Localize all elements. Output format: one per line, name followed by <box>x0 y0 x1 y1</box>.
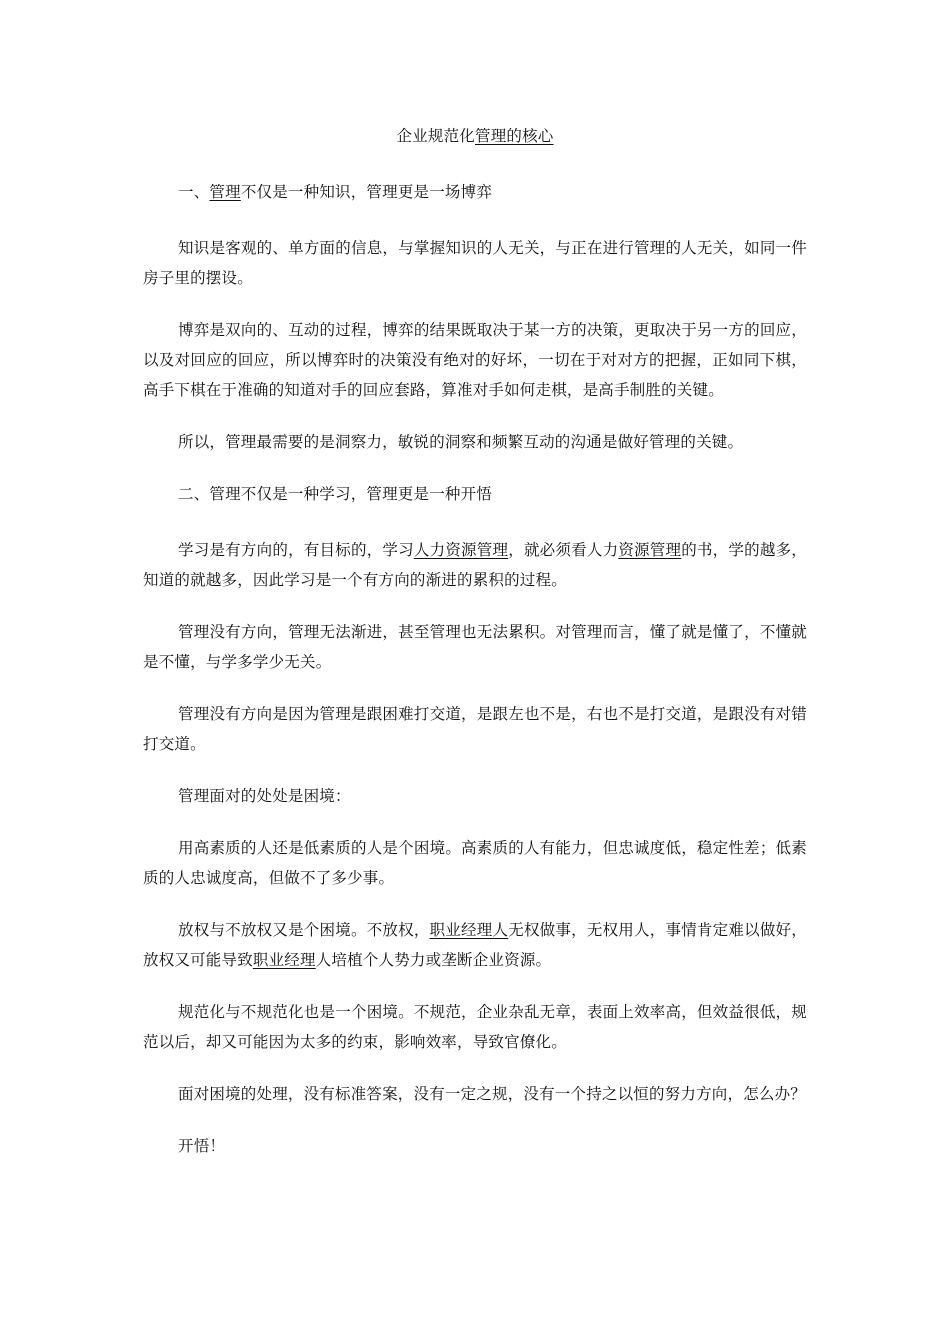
paragraph-quality-dilemma: 用高素质的人还是低素质的人是个困境。高素质的人有能力，但忠诚度低，稳定性差；低素质的人忠诚度高，但做不了多少事。 <box>143 839 807 887</box>
paragraph-authority-c: 人培植个人势力或垄断企业资源。 <box>315 951 552 969</box>
paragraph-authority-b: 无权做事，无权用人，事情肯定难以做好，放权又可能导致 <box>143 921 807 969</box>
document-body <box>143 177 807 1183</box>
paragraph-insight: 所以，管理最需要的是洞察力，敏锐的洞察和频繁互动的沟通是做好管理的关键。 <box>178 433 744 451</box>
title-link[interactable]: 管理的核心 <box>475 127 554 145</box>
paragraph-knowledge: 知识是客观的、单方面的信息，与掌握知识的人无关，与正在进行管理的人无关，如同一件房子里的摆设。 <box>143 239 807 287</box>
paragraph-enlightenment: 开悟！ <box>178 1137 226 1155</box>
paragraph-authority-a: 放权与不放权又是个困境。不放权， <box>178 921 430 939</box>
section-heading-1-rest: 不仅是一种知识，管理更是一场博弈 <box>240 183 493 201</box>
paragraph-learning <box>143 535 807 595</box>
section-heading-2: 二、管理不仅是一种学习，管理更是一种开悟 <box>178 485 493 503</box>
professional-manager-link-2[interactable]: 职业经理 <box>252 951 316 969</box>
professional-manager-link[interactable]: 职业经理人 <box>429 921 509 939</box>
resource-management-link[interactable]: 资源管理 <box>618 541 682 559</box>
management-link[interactable]: 管理 <box>209 183 241 201</box>
paragraph-no-direction: 管理没有方向，管理无法渐进，甚至管理也无法累积。对管理而言，懂了就是懂了，不懂就是不懂，与学多学少无关。 <box>143 623 807 671</box>
section-heading-1-prefix: 一、 <box>178 183 210 201</box>
hr-management-link[interactable]: 人力资源管理 <box>413 541 509 559</box>
document-title <box>0 126 950 146</box>
paragraph-learning-c: 的书，学的越多，知道的就越多，因此学习是一个有方向的渐进的累积的过程。 <box>143 541 807 589</box>
paragraph-learning-b: ，就必须看人力 <box>508 541 619 559</box>
paragraph-standardization-dilemma: 规范化与不规范化也是一个困境。不规范，企业杂乱无章，表面上效率高，但效益很低，规范以后，却又可能因为太多的约束，影响效率，导致官僚化。 <box>143 1003 807 1051</box>
section-heading-1 <box>143 177 807 207</box>
paragraph-authority-dilemma <box>143 915 807 975</box>
paragraph-learning-a: 学习是有方向的，有目标的，学习 <box>178 541 414 559</box>
paragraph-dilemma-intro: 管理面对的处处是困境： <box>178 787 351 805</box>
paragraph-game: 博弈是双向的、互动的过程，博弈的结果既取决于某一方的决策，更取决于另一方的回应，以及对回应的回应，所以博弈时的决策没有绝对的好坏，一切在于对对方的把握，正如同下棋，高手下棋在于准确的知道对手的回应套路，算准对手如何走棋，是高手制胜的关键。 <box>143 321 807 399</box>
title-prefix: 企业规范化 <box>396 127 475 145</box>
paragraph-handling: 面对困境的处理，没有标准答案，没有一定之规，没有一个持之以恒的努力方向，怎么办？ <box>178 1085 807 1103</box>
paragraph-difficulty: 管理没有方向是因为管理是跟困难打交道，是跟左也不是，右也不是打交道，是跟没有对错打交道。 <box>143 705 807 753</box>
